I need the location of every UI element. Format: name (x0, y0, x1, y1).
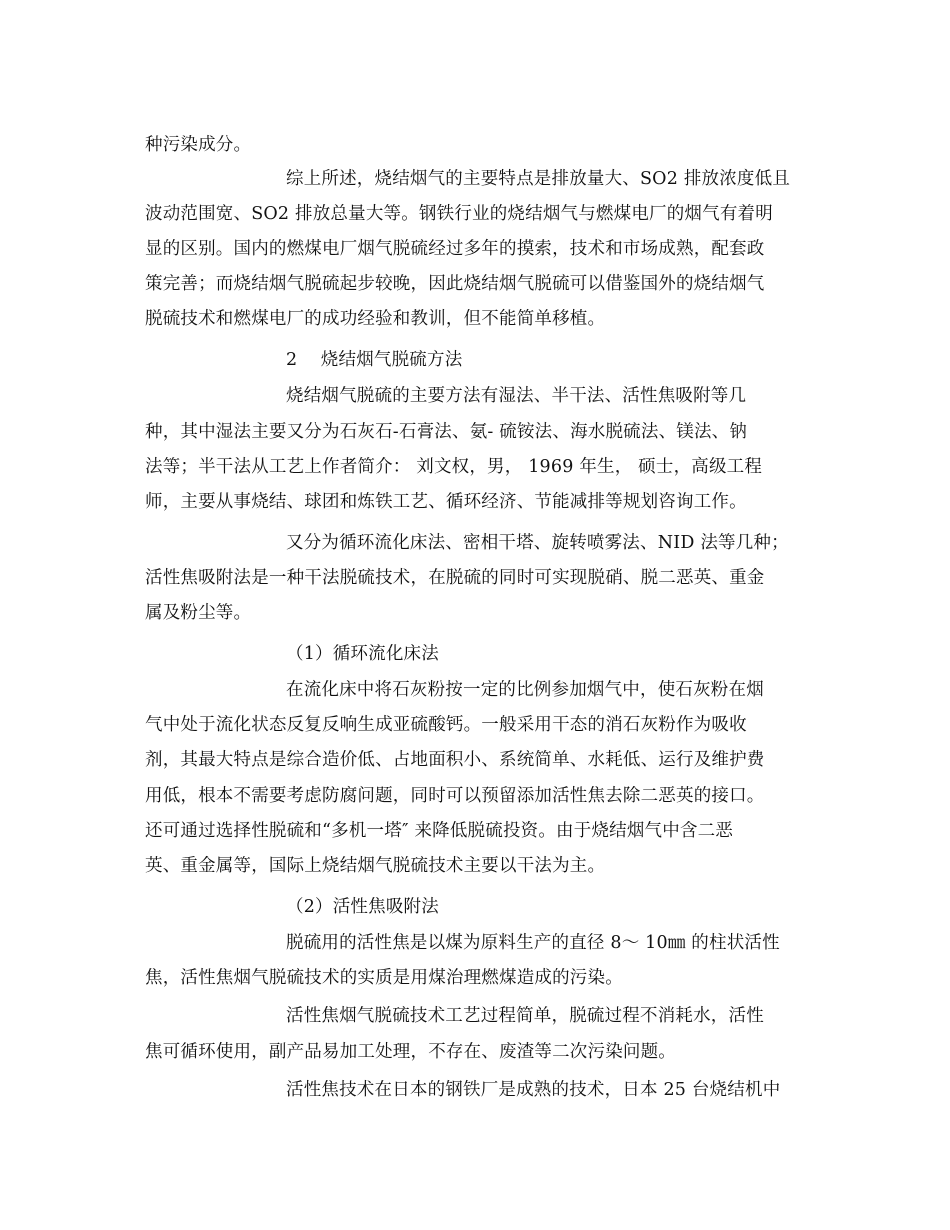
subsection-heading: （2）活性焦吸附法 (286, 897, 439, 917)
text-line: 法等；半干法从工艺上作者简介： 刘文权，男， 1969 年生， 硕士，高级工程 (145, 457, 763, 477)
text-line: 剂，其最大特点是综合造价低、占地面积小、系统简单、水耗低、运行及维护费 (145, 750, 765, 770)
paragraph-start-line: 在流化床中将石灰粉按一定的比例参加烟气中，使石灰粉在烟 (286, 680, 764, 700)
text-line: 波动范围宽、SO2 排放总量大等。钢铁行业的烧结烟气与燃煤电厂的烟气有着明 (145, 204, 773, 224)
text-line: 焦可循环使用，副产品易加工处理，不存在、废渣等二次污染问题。 (145, 1042, 676, 1062)
paragraph-start-line: 脱硫用的活性焦是以煤为原料生产的直径 8～ 10㎜ 的柱状活性 (286, 933, 780, 953)
text-line: 属及粉尘等。 (145, 603, 252, 623)
text-line: 还可通过选择性脱硫和“多机一塔″ 来降低脱硫投资。由于烧结烟气中含二恶 (145, 821, 734, 841)
text-line: 用低，根本不需要考虑防腐问题，同时可以预留添加活性焦去除二恶英的接口。 (145, 786, 765, 806)
paragraph-start-line: 活性焦技术在日本的钢铁厂是成熟的技术，日本 25 台烧结机中 (286, 1080, 781, 1100)
text-line: 脱硫技术和燃煤电厂的成功经验和教训，但不能简单移植。 (145, 309, 606, 329)
section-heading: 2 烧结烟气脱硫方法 (286, 350, 463, 370)
text-line: 焦，活性焦烟气脱硫技术的实质是用煤治理燃煤造成的污染。 (145, 968, 623, 988)
paragraph-start-line: 烧结烟气脱硫的主要方法有湿法、半干法、活性焦吸附等几 (286, 386, 747, 406)
text-line: 气中处于流化状态反复反响生成亚硫酸钙。一般采用干态的消石灰粉作为吸收 (145, 715, 747, 735)
paragraph-start-line: 活性焦烟气脱硫技术工艺过程简单，脱硫过程不消耗水，活性 (286, 1006, 764, 1026)
text-line: 师，主要从事烧结、球团和炼铁工艺、循环经济、节能减排等规划咨询工作。 (145, 492, 747, 512)
subsection-heading: （1）循环流化床法 (286, 644, 439, 664)
paragraph-start-line: 综上所述，烧结烟气的主要特点是排放量大、SO2 排放浓度低且 (286, 169, 791, 189)
text-line: 种污染成分。 (145, 135, 252, 155)
text-line: 活性焦吸附法是一种干法脱硫技术，在脱硫的同时可实现脱硝、脱二恶英、重金 (145, 568, 765, 588)
paragraph-start-line: 又分为循环流化床法、密相干塔、旋转喷雾法、NID 法等几种； (286, 533, 789, 553)
text-line: 种，其中湿法主要又分为石灰石-石膏法、氨- 硫铵法、海水脱硫法、镁法、钠 (145, 422, 748, 442)
text-line: 策完善；而烧结烟气脱硫起步较晚，因此烧结烟气脱硫可以借鉴国外的烧结烟气 (145, 274, 765, 294)
text-line: 英、重金属等，国际上烧结烟气脱硫技术主要以干法为主。 (145, 856, 606, 876)
text-line: 显的区别。国内的燃煤电厂烟气脱硫经过多年的摸索，技术和市场成熟，配套政 (145, 239, 765, 259)
